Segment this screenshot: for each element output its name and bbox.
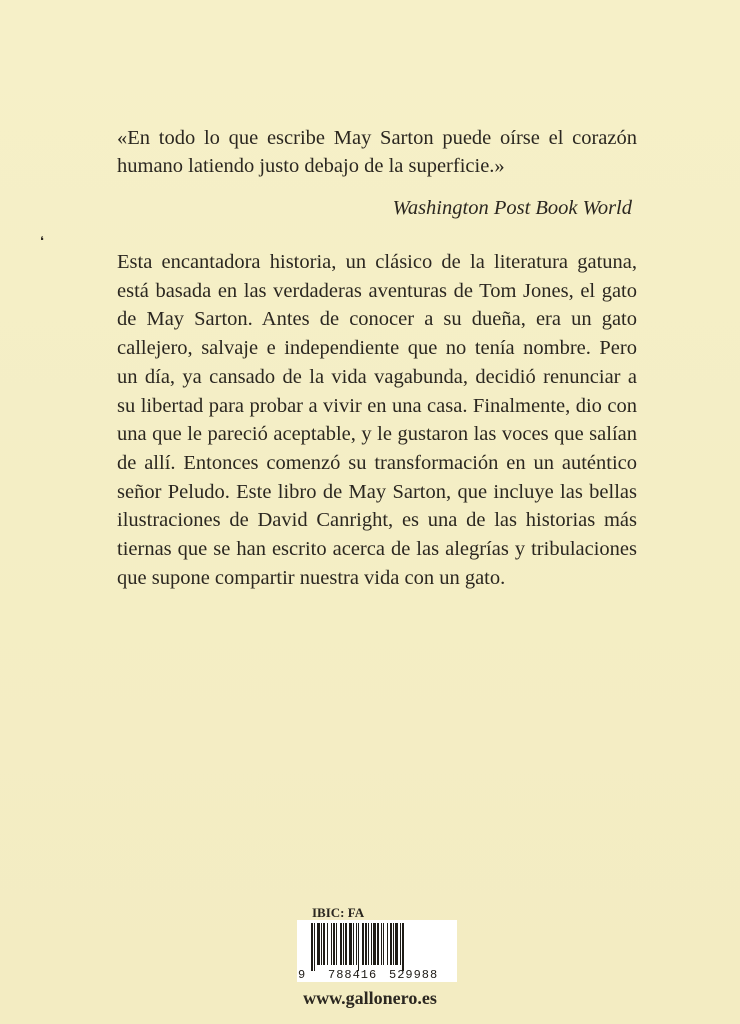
review-quote bbox=[117, 124, 637, 180]
description-line: ilustraciones de David Canright, es una de las historias más bbox=[117, 509, 637, 532]
barcode-bar bbox=[383, 923, 384, 965]
isbn-barcode bbox=[297, 920, 457, 982]
barcode-bar bbox=[393, 923, 394, 965]
barcode-bar bbox=[387, 923, 388, 965]
description-line: Esta encantadora historia, un clásico de la literatura gatuna, bbox=[117, 251, 637, 273]
quote-line-2: humano latiendo justo debajo de la superficie.» bbox=[117, 155, 505, 177]
barcode-bar bbox=[345, 923, 347, 965]
barcode-bar bbox=[317, 923, 320, 965]
description-line: que supone compartir nuestra vida con un gato. bbox=[117, 566, 506, 589]
barcode-bar bbox=[373, 923, 376, 965]
barcode-bar bbox=[358, 923, 359, 971]
ink-speck: ❛ bbox=[40, 234, 44, 248]
barcode-bar bbox=[327, 923, 328, 965]
barcode-bar bbox=[402, 923, 404, 971]
description-line: callejero, salvaje e independiente que no tenía nombre. Pero bbox=[117, 337, 637, 360]
barcode-digit-first: 9 bbox=[298, 968, 306, 982]
barcode-bar bbox=[395, 923, 398, 965]
barcode-bar bbox=[390, 923, 392, 965]
description-line: una que le pareció aceptable, y le gustaron las voces que salían bbox=[117, 423, 637, 446]
barcode-bar bbox=[371, 923, 372, 965]
ibic-code: IBIC: FA bbox=[312, 905, 365, 920]
description-line: está basada en las verdaderas aventuras de Tom Jones, el gato bbox=[117, 279, 637, 302]
barcode-bar bbox=[356, 923, 357, 965]
description-line: de May Sarton. Antes de conocer a su dueña, era un gato bbox=[117, 308, 637, 331]
description-line: de allí. Entonces comenzó su transformación en un auténtico bbox=[117, 451, 637, 474]
barcode-bar bbox=[336, 923, 337, 965]
barcode-bar bbox=[311, 923, 313, 971]
barcode-bar bbox=[321, 923, 322, 965]
description-line: señor Peludo. Este libro de May Sarton, que incluye las bellas bbox=[117, 480, 637, 503]
quote-attribution: Washington Post Book World bbox=[392, 197, 632, 219]
barcode-digits-left: 788416 bbox=[328, 968, 378, 982]
book-description bbox=[117, 248, 637, 592]
barcode-bar bbox=[365, 923, 367, 965]
barcode-bar bbox=[343, 923, 344, 965]
description-line: tiernas que se han escrito acerca de las alegrías y tribulaciones bbox=[117, 538, 637, 561]
publisher-website: www.gallonero.es bbox=[303, 988, 437, 1008]
barcode-bar bbox=[349, 923, 352, 965]
barcode-bar bbox=[377, 923, 379, 965]
barcode-bar bbox=[314, 923, 315, 971]
barcode-bar bbox=[353, 923, 354, 965]
barcode-digits-right: 529988 bbox=[389, 968, 439, 982]
barcode-bar bbox=[333, 923, 335, 965]
barcode-bar bbox=[331, 923, 332, 965]
barcode-bar bbox=[340, 923, 342, 965]
barcode-bar bbox=[323, 923, 325, 965]
barcode-bar bbox=[362, 923, 364, 965]
barcode-bar bbox=[368, 923, 369, 965]
description-line: un día, ya cansado de la vida vagabunda, decidió renunciar a bbox=[117, 365, 637, 388]
quote-line-1: «En todo lo que escribe May Sarton puede oírse el corazón bbox=[117, 127, 637, 149]
barcode-bar bbox=[381, 923, 382, 965]
barcode-bar bbox=[400, 923, 401, 965]
description-line: su libertad para probar a vivir en una casa. Finalmente, dio con bbox=[117, 394, 637, 417]
